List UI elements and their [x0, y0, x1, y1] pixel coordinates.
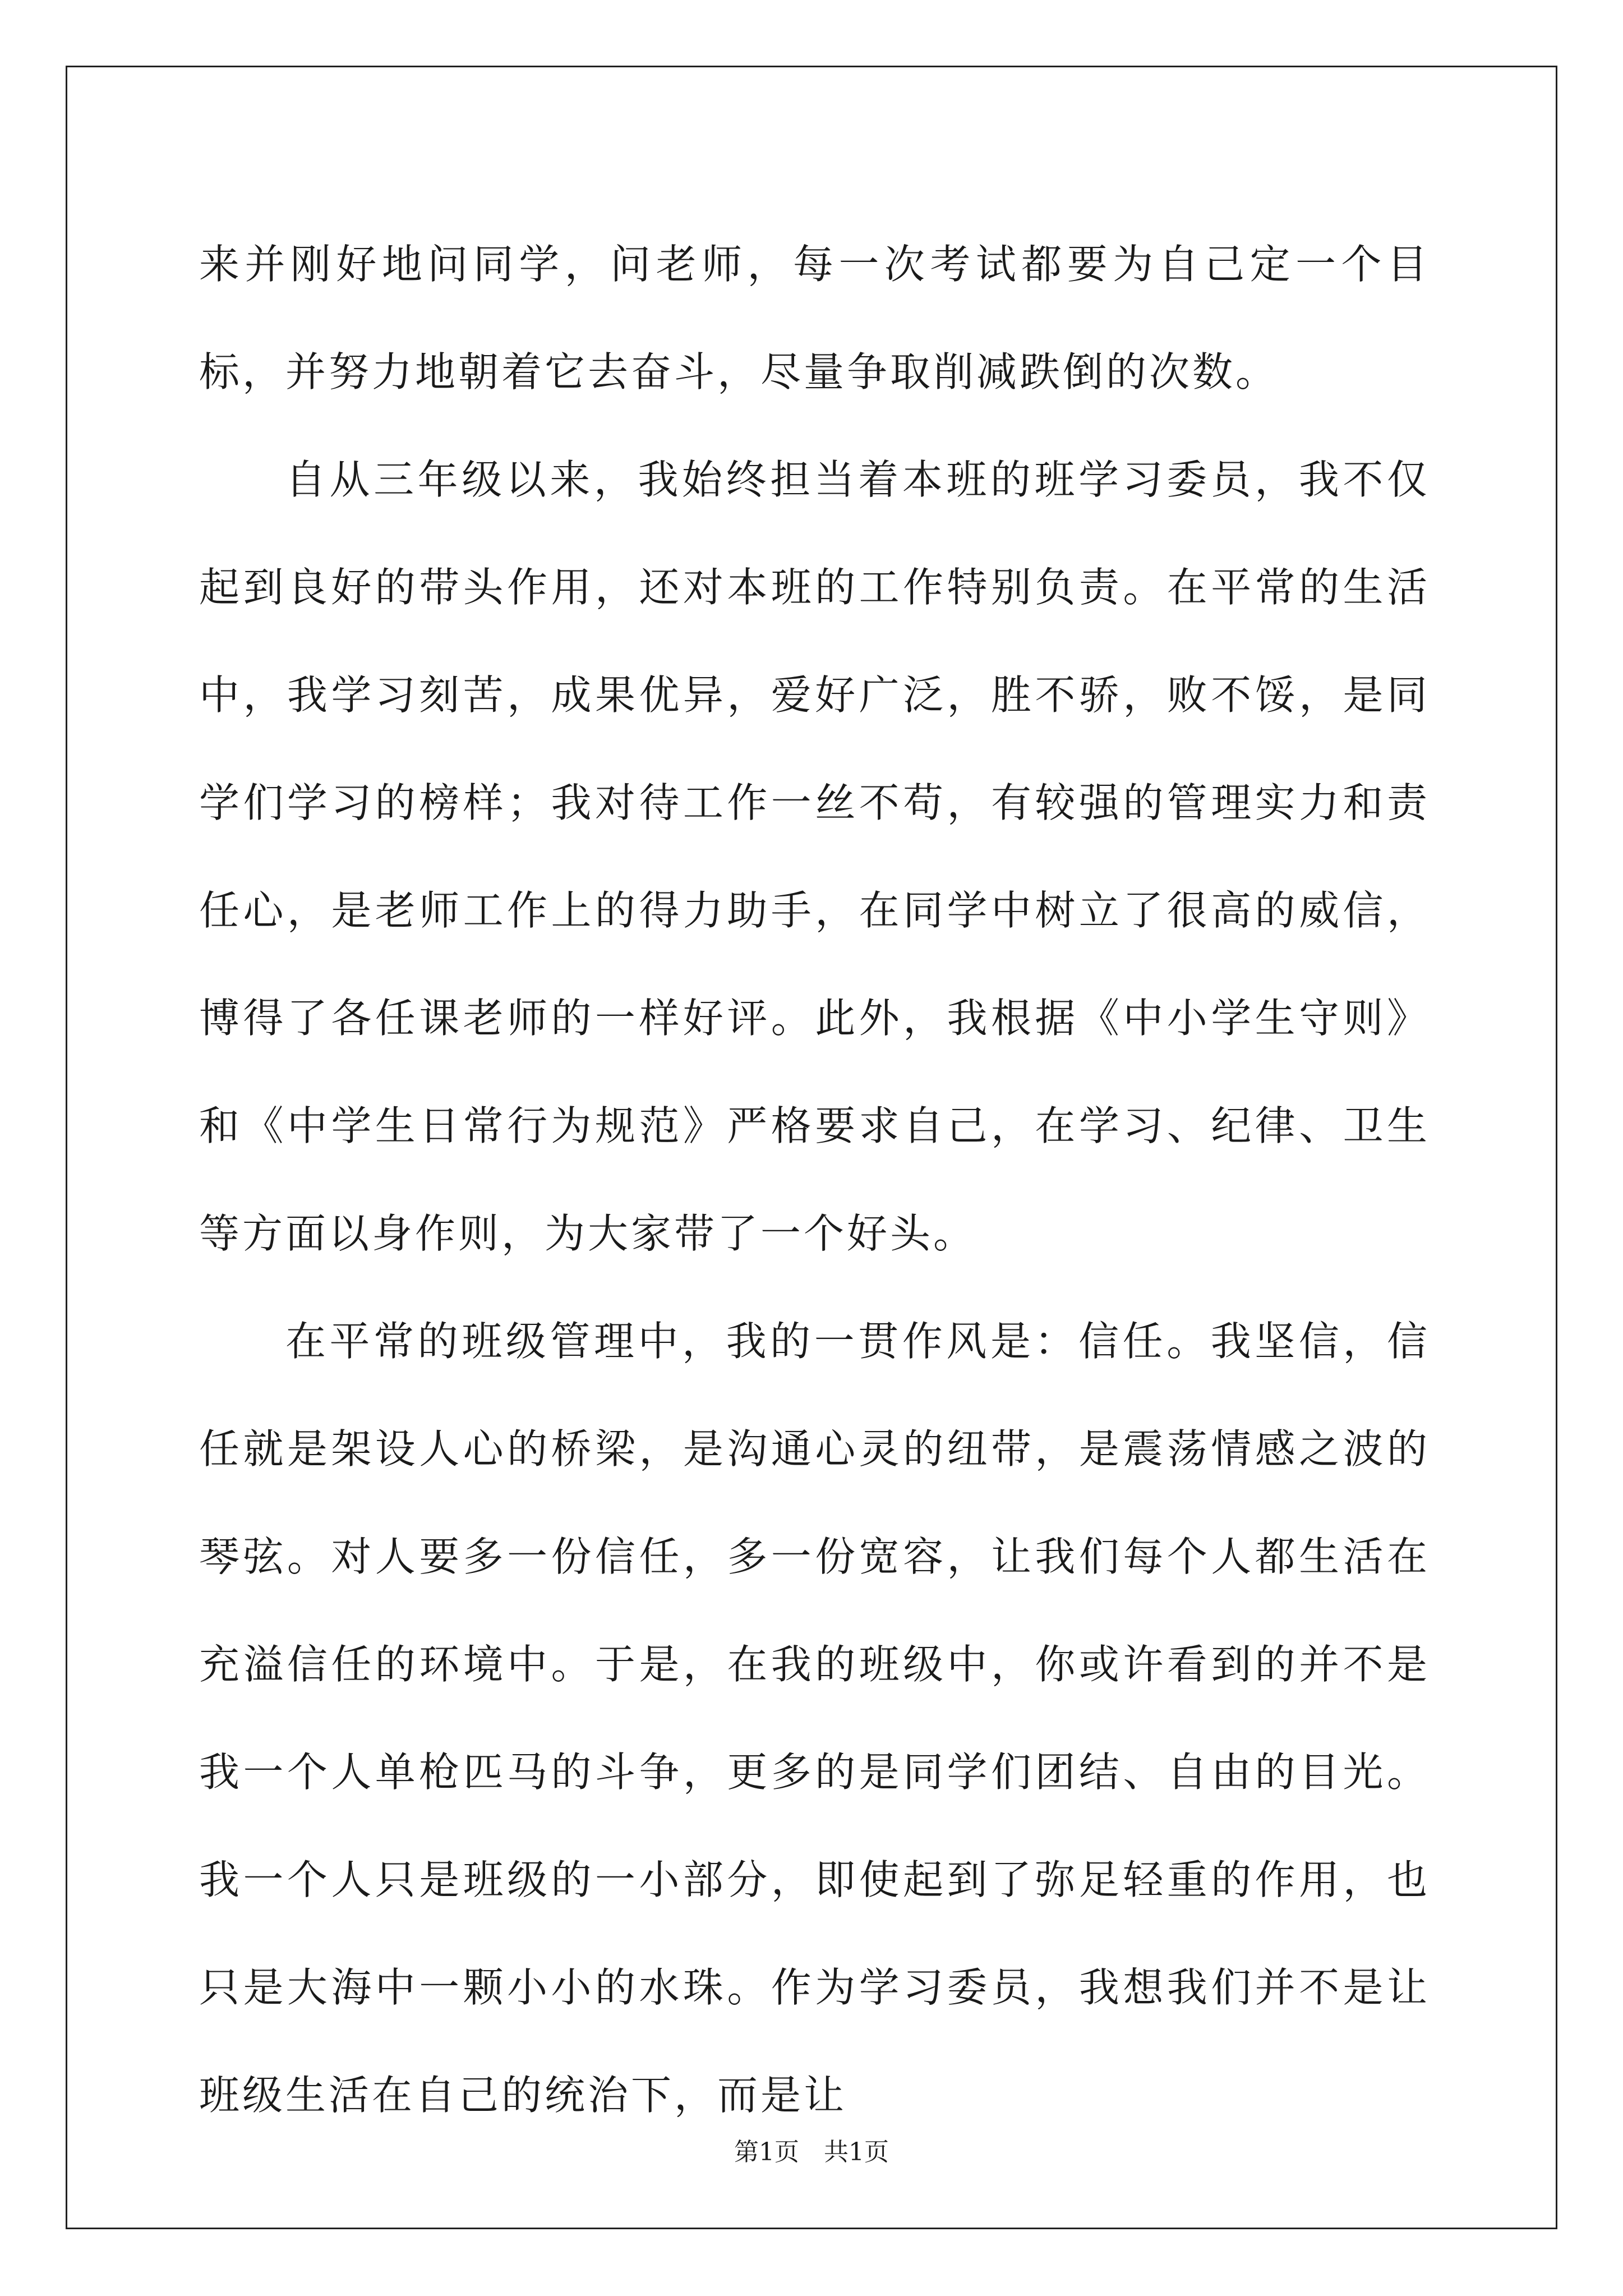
paragraph-1: 来并刚好地问同学，问老师，每一次考试都要为自己定一个目标，并努力地朝着它去奋斗，尽量争取削减跌倒的次数。 [199, 241, 1430, 395]
page-total: 共1页 [824, 2138, 889, 2166]
paragraph-3: 在平常的班级管理中，我的一贯作风是：信任。我坚信，信任就是架设人心的桥梁，是沟通心灵的纽带，是震荡情感之波的琴弦。对人要多一份信任，多一份宽容，让我们每个人都生活在充溢信任的环境中。于是，在我的班级中，你或许看到的并不是我一个人单枪匹马的斗争，更多的是同学们团结、自由的目光。我一个人只是班级的一小部分，即使起到了弥足轻重的作用，也只是大海中一颗小小的水珠。作为学习委员，我想我们并不是让班级生活在自己的统治下，而是让 [199, 1318, 1430, 2119]
paragraph-2: 自从三年级以来，我始终担当着本班的班学习委员，我不仅起到良好的带头作用，还对本班的工作特别负责。在平常的生活中，我学习刻苦，成果优异，爱好广泛，胜不骄，败不馁，是同学们学习的榜样；我对待工作一丝不苟，有较强的管理实力和责任心，是老师工作上的得力助手，在同学中树立了很高的威信，博得了各任课老师的一样好评。此外，我根据《中小学生守则》和《中学生日常行为规范》严格要求自己，在学习、纪律、卫生等方面以身作则，为大家带了一个好头。 [199, 456, 1430, 1257]
page-footer [0, 2132, 1623, 2168]
page-number: 第1页 [734, 2138, 799, 2166]
document-body [199, 210, 1430, 2149]
